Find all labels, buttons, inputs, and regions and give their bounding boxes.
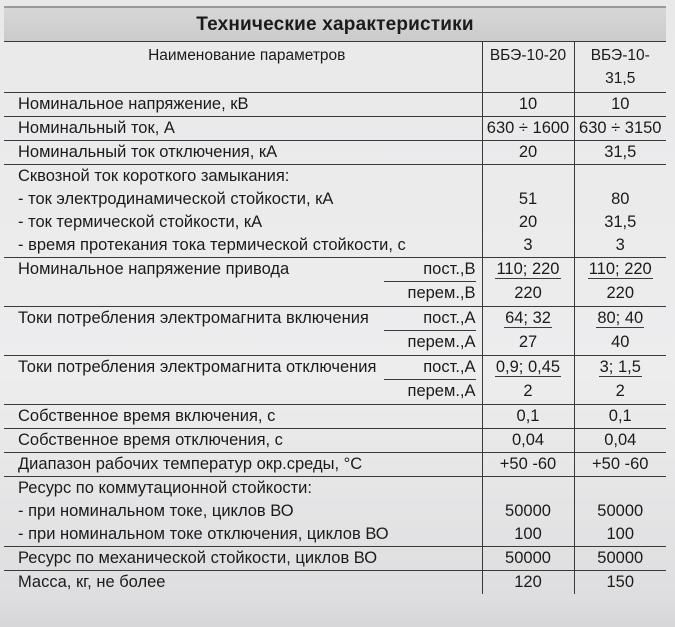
table-row — [4, 93, 666, 117]
page-edge-shadow — [0, 600, 675, 627]
value-group-model-a — [482, 477, 574, 547]
table-row — [4, 141, 666, 165]
group-title: Сквозной ток короткого замыкания: — [18, 167, 290, 185]
header-model-b: ВБЭ-10-31,5 — [574, 42, 666, 93]
row-label: Номинальный ток, А — [4, 117, 482, 141]
value-group-model-a — [482, 165, 574, 258]
sub-label: - время протекания тока термической стойкости, с — [18, 236, 406, 254]
row-label-group — [4, 477, 482, 547]
sub-label: - при номинальном токе, циклов ВО — [18, 502, 294, 520]
group-title: Ресурс по коммутационной стойкости: — [18, 479, 312, 497]
row-label: Токи потребления электромагнита включения — [18, 309, 369, 327]
value-model-b: 10 — [574, 93, 666, 117]
row-label: Диапазон рабочих температур окр.среды, °С — [4, 453, 482, 477]
value-model-a: +50 -60 — [482, 453, 574, 477]
value-group-model-b — [574, 258, 666, 307]
table-row — [4, 547, 666, 571]
value-model-b-ac: 220 — [606, 284, 635, 302]
specifications-table — [4, 41, 666, 594]
row-label-group — [4, 165, 482, 258]
table-row — [4, 307, 666, 356]
table-row — [4, 356, 666, 405]
value-model-a-ac: 27 — [518, 333, 538, 351]
value-model-a: 100 — [514, 525, 542, 543]
row-label: Собственное время включения, с — [4, 405, 482, 429]
row-label: Ресурс по механической стойкости, циклов ВО — [4, 547, 482, 571]
value-model-a: 630 ÷ 1600 — [482, 117, 574, 141]
value-model-a: 10 — [482, 93, 574, 117]
value-model-b: 50000 — [597, 502, 644, 520]
header-row — [4, 42, 666, 93]
sub-label: - при номинальном токе отключения, циклов ВО — [18, 525, 389, 543]
value-model-b-ac: 2 — [615, 382, 625, 400]
value-model-b: 50000 — [574, 547, 666, 571]
value-model-b: +50 -60 — [574, 453, 666, 477]
value-model-a-dc: 0,9; 0,45 — [495, 358, 561, 376]
row-label: Токи потребления электромагнита отключения — [18, 358, 377, 376]
value-group-model-a — [482, 258, 574, 307]
row-label-group — [4, 307, 482, 356]
value-model-a: 0,04 — [482, 429, 574, 453]
row-label-group — [4, 258, 482, 307]
table-row — [4, 165, 666, 258]
value-model-b: 0,04 — [574, 429, 666, 453]
row-label: Номинальное напряжение, кВ — [4, 93, 482, 117]
unit-dc: пост.,В — [384, 258, 476, 282]
unit-ac: перем.,А — [407, 333, 476, 351]
unit-ac: перем.,В — [407, 284, 476, 302]
value-model-a: 20 — [482, 141, 574, 165]
value-model-b: 3 — [615, 236, 625, 254]
row-label: Собственное время отключения, с — [4, 429, 482, 453]
value-model-b: 150 — [574, 571, 666, 595]
value-model-a: 3 — [523, 236, 533, 254]
table-row — [4, 571, 666, 595]
value-model-b-dc: 3; 1,5 — [599, 358, 641, 376]
sub-label: - ток термической стойкости, кА — [18, 213, 263, 231]
table-title: Технические характеристики — [4, 6, 666, 41]
row-label: Номинальное напряжение привода — [18, 260, 290, 278]
unit-ac: перем.,А — [407, 382, 476, 400]
value-group-model-b — [574, 307, 666, 356]
table-row — [4, 258, 666, 307]
value-model-a-dc: 110; 220 — [496, 260, 560, 278]
value-model-a: 50000 — [505, 502, 551, 520]
value-model-a-ac: 220 — [514, 284, 542, 302]
value-model-a: 120 — [482, 571, 574, 595]
sub-label: - ток электродинамической стойкости, кА — [18, 190, 334, 208]
value-model-b: 630 ÷ 3150 — [574, 117, 666, 141]
value-model-b-dc: 110; 220 — [588, 260, 652, 278]
row-label: Масса, кг, не более — [4, 571, 482, 595]
value-model-b: 100 — [606, 525, 635, 543]
value-model-b: 31,5 — [574, 141, 666, 165]
value-group-model-a — [482, 356, 574, 405]
value-group-model-b — [574, 477, 666, 547]
value-group-model-b — [574, 165, 666, 258]
value-model-a: 50000 — [482, 547, 574, 571]
value-model-a: 51 — [518, 190, 538, 208]
table-row — [4, 405, 666, 429]
table-row — [4, 453, 666, 477]
value-model-a: 20 — [518, 213, 538, 231]
value-model-b: 31,5 — [604, 213, 637, 231]
table-row — [4, 117, 666, 141]
header-parameter-name: Наименование параметров — [4, 42, 482, 93]
value-model-a: 0,1 — [482, 405, 574, 429]
value-model-a-dc: 64; 32 — [505, 309, 551, 327]
value-model-b: 80 — [611, 190, 630, 208]
value-group-model-a — [482, 307, 574, 356]
row-label-group — [4, 356, 482, 405]
unit-dc: пост.,А — [384, 307, 476, 331]
value-model-a-ac: 2 — [523, 382, 533, 400]
value-model-b-ac: 40 — [611, 333, 630, 351]
header-model-a: ВБЭ-10-20 — [482, 42, 574, 93]
table-row — [4, 477, 666, 547]
row-label: Номинальный ток отключения, кА — [4, 141, 482, 165]
value-model-b-dc: 80; 40 — [597, 309, 644, 327]
value-model-b: 0,1 — [574, 405, 666, 429]
table-row — [4, 429, 666, 453]
unit-dc: пост.,А — [384, 356, 476, 380]
value-group-model-b — [574, 356, 666, 405]
